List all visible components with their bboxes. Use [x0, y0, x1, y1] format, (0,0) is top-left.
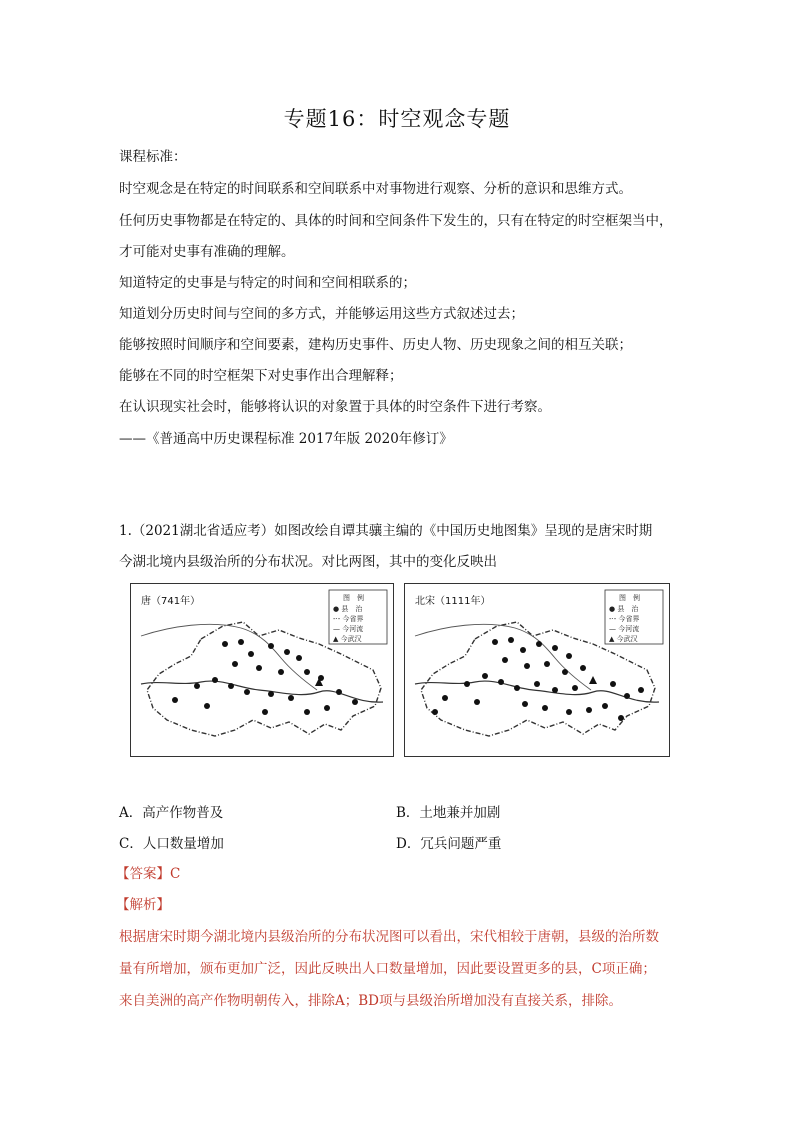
map-tang-legend-wuhan: ▲ 今武汉 [333, 635, 362, 643]
option-d: D．冗兵问题严重 [396, 836, 502, 852]
map-tang-title: 唐（741年） [141, 596, 201, 607]
map-song-title: 北宋（1111年） [415, 596, 491, 607]
map-tang-legend-border: -·- 今省界 [333, 615, 364, 623]
standard-line-3: 才可能对史事有准确的理解。 [119, 244, 295, 260]
map-tang-legend-river: — 今河流 [333, 625, 364, 633]
option-b: B．土地兼并加剧 [396, 805, 501, 821]
map-tang [130, 583, 394, 757]
map-song-legend-border: -·- 今省界 [609, 615, 640, 623]
standard-line-7: 能够在不同的时空框架下对史事作出合理解释； [119, 368, 403, 384]
standard-line-1: 时空观念是在特定的时间联系和空间联系中对事物进行观察、分析的意识和思维方式。 [119, 181, 632, 197]
standard-header: 课程标准： [119, 149, 187, 165]
map-tang-legend-county: ● 县 治 [333, 605, 363, 613]
map-song-legend-header: 图 例 [619, 594, 640, 602]
standard-line-6: 能够按照时间顺序和空间要素，建构历史事件、历史人物、历史现象之间的相互关联； [119, 337, 632, 353]
analysis-header: 【解析】 [116, 897, 170, 913]
analysis-line-1: 根据唐宋时期今湖北境内县级治所的分布状况图可以看出，宋代相较于唐朝，县级的治所数 [119, 929, 659, 945]
standard-source: ——《普通高中历史课程标准 2017年版 2020年修订》 [119, 431, 453, 447]
map-song-county-dots [432, 637, 644, 721]
standard-line-4: 知道特定的史事是与特定的时间和空间相联系的； [119, 275, 416, 291]
map-song-legend-county: ● 县 治 [609, 605, 639, 613]
answer-label: 【答案】C [116, 866, 181, 882]
map-song-wuhan-marker [589, 676, 597, 684]
question-stem-1: 1.（2021湖北省适应考）如图改绘自谭其骧主编的《中国历史地图集》呈现的是唐宋时期 [119, 523, 653, 539]
map-song-legend-wuhan: ▲ 今武汉 [609, 635, 638, 643]
question-stem-2: 今湖北境内县级治所的分布状况。对比两图，其中的变化反映出 [119, 554, 497, 570]
map-song-legend-river: — 今河流 [609, 625, 640, 633]
standard-line-2: 任何历史事物都是在特定的、具体的时间和空间条件下发生的，只有在特定的时空框架当中， [119, 213, 673, 229]
analysis-line-3: 来自美洲的高产作物明朝传入，排除A；BD项与县级治所增加没有直接关系，排除。 [119, 993, 622, 1009]
map-tang-legend-header: 图 例 [343, 594, 364, 602]
analysis-line-2: 量有所增加，颁布更加广泛，因此反映出人口数量增加，因此要设置更多的县，C项正确； [119, 961, 656, 977]
option-a: A．高产作物普及 [119, 805, 224, 821]
map-tang-county-dots [172, 639, 358, 715]
standard-line-5: 知道划分历史时间与空间的多方式，并能够运用这些方式叙述过去； [119, 306, 524, 322]
page-title: 专题16：时空观念专题 [283, 107, 511, 131]
map-song [404, 583, 670, 757]
option-c: C．人口数量增加 [119, 836, 224, 852]
standard-line-8: 在认识现实社会时，能够将认识的对象置于具体的时空条件下进行考察。 [119, 399, 551, 415]
